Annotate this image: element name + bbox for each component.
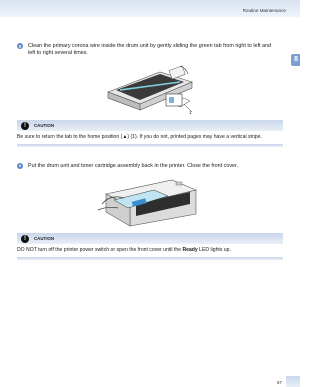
caution-header-band (17, 233, 283, 244)
exclamation-icon: ! (21, 235, 29, 243)
footer-band (286, 376, 300, 387)
caution-text: DO NOT turn off the printer power switch or open the front cover until the Ready LED lights up. (17, 247, 231, 253)
caution-header-band (17, 120, 283, 131)
printer-drum-insertion-illustration (92, 174, 202, 228)
exclamation-icon: ! (21, 122, 29, 130)
page-number: 67 (276, 380, 282, 385)
step-marker-icon: g (18, 43, 22, 48)
caution-box (17, 233, 283, 263)
drum-unit-cleaning-illustration (100, 60, 200, 116)
callout-number: 1 (189, 110, 192, 115)
chapter-tab-number: 8 (294, 56, 298, 63)
step-marker-icon: h (18, 163, 22, 168)
caution-footer-band (17, 257, 283, 260)
caution-label: CAUTION (34, 123, 55, 128)
caution-box (17, 120, 283, 150)
ready-led-label: Ready (182, 247, 198, 253)
caution-text: Be sure to return the tab to the home position (▲) (1). If you do not, printed pages may have a vertical stripe. (17, 134, 262, 140)
step-text: Put the drum unit and toner cartridge assembly back in the printer. Close the front cover. (28, 162, 239, 169)
caution-label: CAUTION (34, 236, 55, 241)
step-text: Clean the primary corona wire inside the drum unit by gently sliding the green tab from right to left and left to right several times. (28, 42, 272, 56)
running-header-title: Routine Maintenance (242, 8, 286, 13)
caution-footer-band (17, 144, 283, 147)
